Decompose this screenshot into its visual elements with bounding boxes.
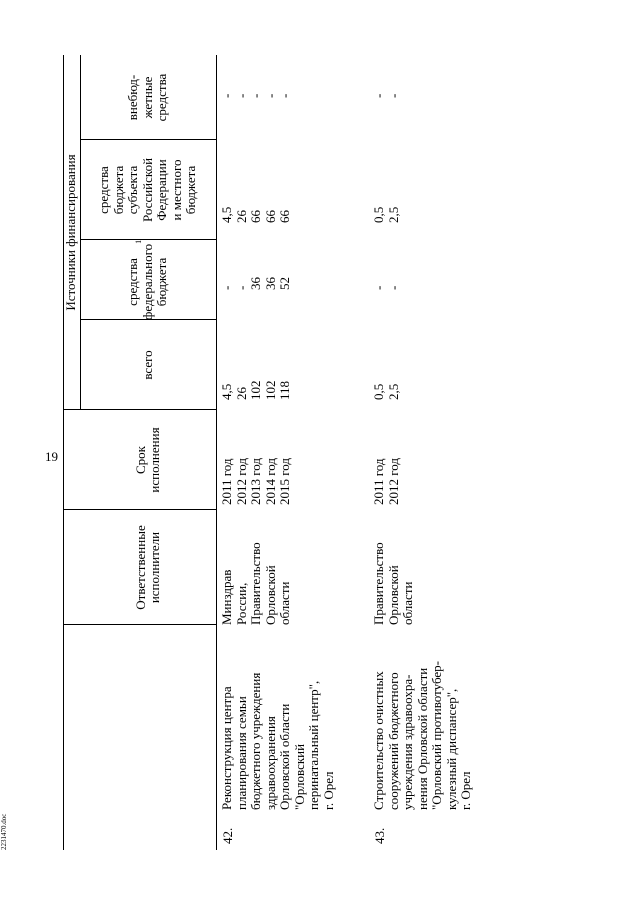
row-43-name: Строительство очистных сооружений бюджетного учреждения здравоохра- нения Орловской области "Орловский противотубер- кулезный диспансер", г. Орел: [371, 660, 473, 810]
document-code: 2231470.doc: [0, 813, 8, 850]
row-43-executors: Правительство Орловской области: [371, 542, 415, 625]
row-43-years: 2011 год 2012 год: [371, 458, 401, 505]
header-federal-wrap: [80, 240, 216, 320]
row-43-total: 0,5 2,5: [371, 383, 401, 400]
row-42-federal: - - 36 36 52: [219, 277, 292, 290]
footnote-mark: 1: [134, 239, 143, 244]
row-42-regional: 4,5 26 66 66 66: [219, 206, 292, 223]
row-43-number: 43.: [372, 827, 387, 844]
header-funding-sources: Источники финансирования: [63, 154, 79, 311]
header-federal: средства федерального бюджета: [125, 243, 170, 321]
row-42-number: 42.: [220, 827, 235, 844]
row-42-name: Реконструкция центра планирования семьи бюджетного учреждения здравоохранения Орловской области "Орловский перинатальный центр", г. Орел: [219, 672, 336, 810]
row-42-executors: Минздрав России, Правительство Орловской области: [219, 542, 292, 625]
row-42-total: 4,5 26 102 102 118: [219, 380, 292, 400]
header-extra-budget: внебюд- жетные средства: [125, 73, 170, 122]
row-43-extra: - -: [371, 93, 401, 98]
row-43-regional: 0,5 2,5: [371, 206, 401, 223]
row-43-federal: - -: [371, 285, 401, 290]
row-42-extra: - - - - -: [219, 93, 292, 98]
row-42-years: 2011 год 2012 год 2013 год 2014 год 2015 год: [219, 458, 292, 505]
header-term: Срок исполнения: [132, 427, 162, 493]
header-total: всего: [139, 350, 155, 380]
page-number: 19: [45, 449, 58, 464]
header-executors: Ответственные исполнители: [132, 525, 162, 610]
header-regional: средства бюджета субъекта Российской Федерации и местного бюджета: [96, 157, 199, 223]
table-header-bottom-rule: [216, 55, 217, 850]
rotated-table: [55, 55, 575, 850]
